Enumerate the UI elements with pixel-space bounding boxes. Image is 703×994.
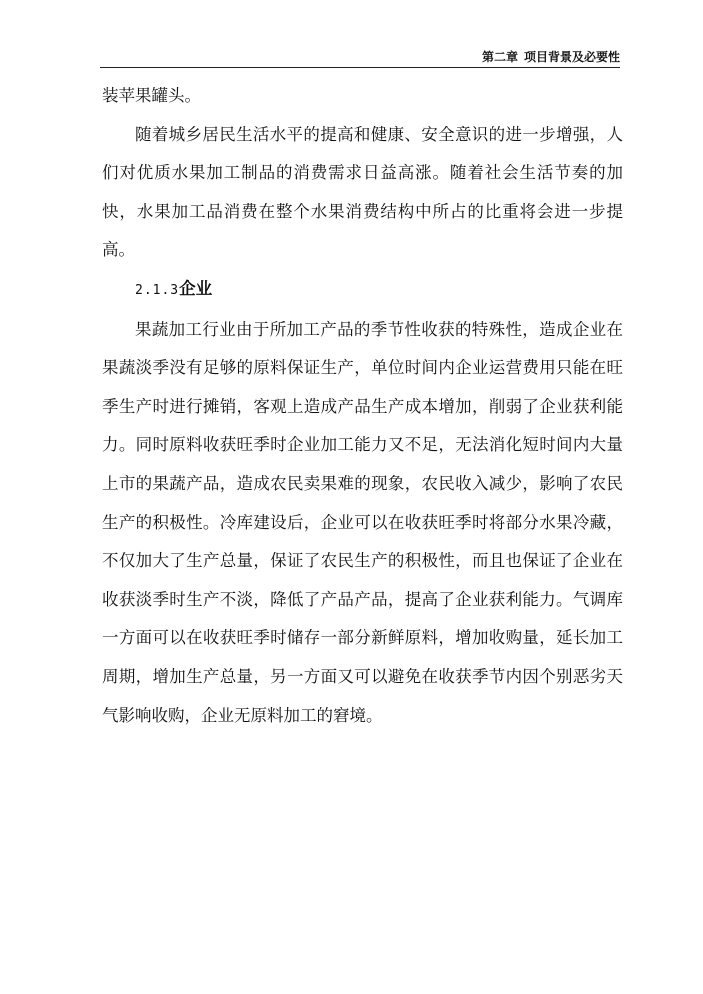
paragraph-enterprise: 果蔬加工行业由于所加工产品的季节性收获的特殊性，造成企业在果蔬淡季没有足够的原料保证生产，单位时间内企业运营费用只能在旺季生产时进行摊销，客观上造成产品生产成本增加，削弱了企业获利能力。同时原料收获旺季时企业加工能力又不足，无法消化短时间内大量上市的果蔬产品，造成农民卖果难的现象，农民收入减少，影响了农民生产的积极性。冷库建设后，企业可以在收获旺季时将部分水果冷藏，不仅加大了生产总量，保证了农民生产的积极性，而且也保证了企业在收获淡季时生产不淡，降低了产品产品，提高了企业获利能力。气调库一方面可以在收获旺季时储存一部分新鲜原料，增加收购量，延长加工周期，增加生产总量，另一方面又可以避免在收获季节内因个别恶劣天气影响收购，企业无原料加工的窘境。	[102, 319, 623, 725]
document-body	[102, 77, 623, 735]
paragraph-consumption: 随着城乡居民生活水平的提高和健康、安全意识的进一步增强，人们对优质水果加工制品的消费需求日益高涨。随着社会生活节奏的加快，水果加工品消费在整个水果消费结构中所占的比重将会进一步提高。	[102, 124, 623, 260]
paragraph-continued: 装苹果罐头。	[102, 86, 201, 105]
header-chapter: 第二章	[481, 50, 518, 64]
page-header	[100, 47, 620, 68]
section-heading	[102, 270, 623, 311]
header-title: 项目背景及必要性	[523, 50, 620, 64]
section-title: 企业	[179, 278, 213, 298]
section-number: 2.1.3	[135, 282, 180, 298]
